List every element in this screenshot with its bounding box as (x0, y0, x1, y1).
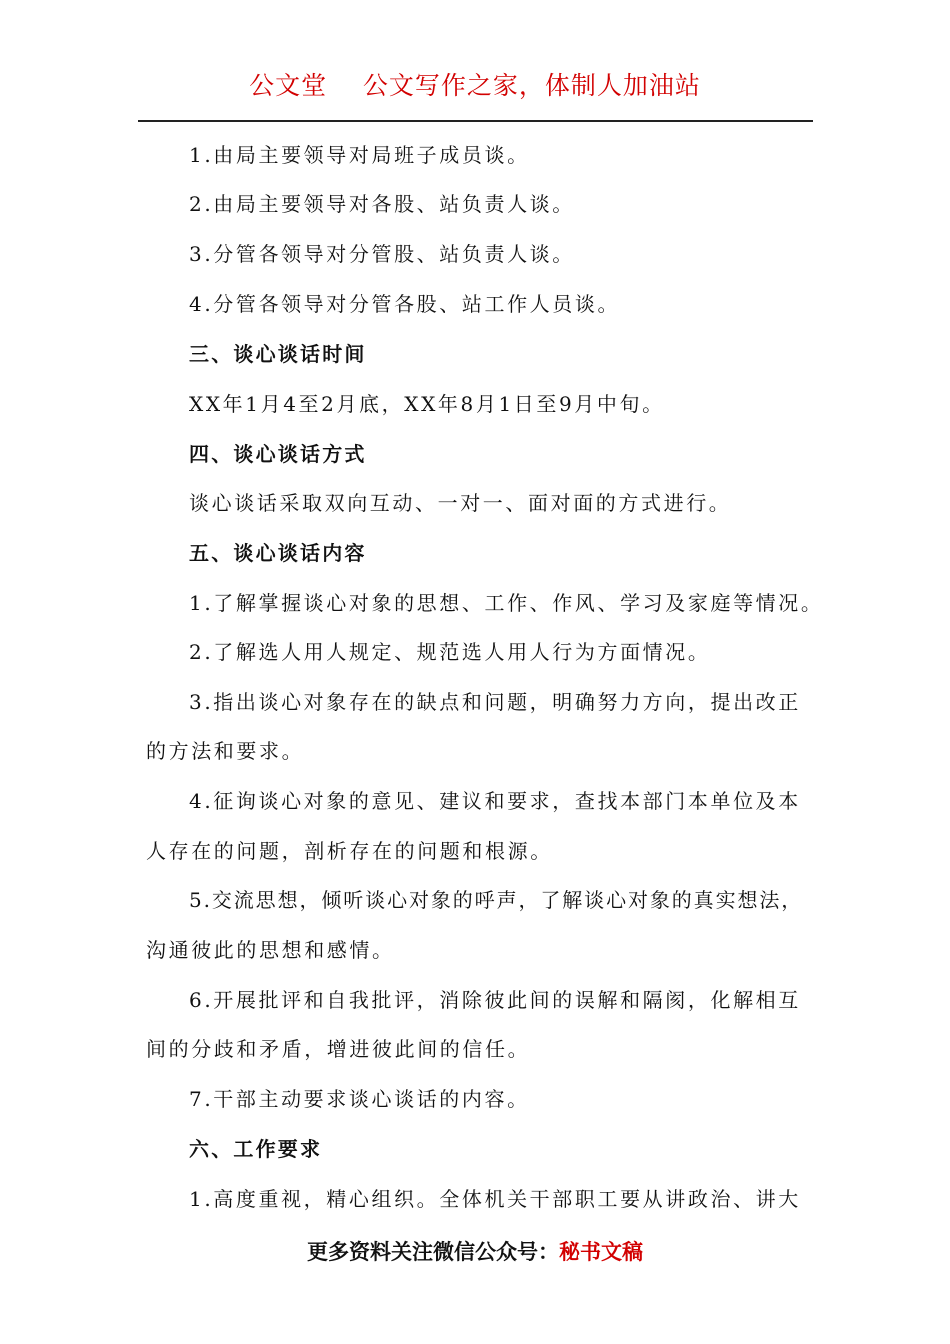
requirement-item-1: 1.高度重视，精心组织。全体机关干部职工要从讲政治、讲大 (189, 1187, 801, 1211)
footer-note (0, 1236, 950, 1268)
paragraph-item-3: 3.分管各领导对分管股、站负责人谈。 (189, 242, 575, 266)
section-heading-6: 六、工作要求 (189, 1137, 323, 1161)
section-heading-4: 四、谈心谈话方式 (189, 442, 367, 466)
paragraph-time: XX年1月4至2月底，XX年8月1日至9月中旬。 (189, 392, 665, 416)
header-title: 公文堂 公文写作之家，体制人加油站 (249, 71, 701, 100)
footer-prefix: 更多资料关注微信公众号： (307, 1240, 559, 1264)
content-item-6-line-2: 间的分歧和矛盾，增进彼此间的信任。 (146, 1037, 531, 1061)
content-item-3-line-1: 3.指出谈心对象存在的缺点和问题，明确努力方向，提出改正 (189, 690, 801, 714)
content-item-3-line-2: 的方法和要求。 (146, 739, 305, 763)
content-item-5-line-2: 沟通彼此的思想和感情。 (146, 938, 395, 962)
section-heading-3: 三、谈心谈话时间 (189, 342, 367, 366)
paragraph-item-1: 1.由局主要领导对局班子成员谈。 (189, 143, 530, 167)
paragraph-item-4: 4.分管各领导对分管各股、站工作人员谈。 (189, 292, 621, 316)
content-item-2: 2.了解选人用人规定、规范选人用人行为方面情况。 (189, 640, 711, 664)
content-item-6-line-1: 6.开展批评和自我批评，消除彼此间的误解和隔阂，化解相互 (189, 988, 801, 1012)
content-item-4-line-1: 4.征询谈心对象的意见、建议和要求，查找本部门本单位及本 (189, 789, 801, 813)
content-item-7: 7.干部主动要求谈心谈话的内容。 (189, 1087, 530, 1111)
content-item-4-line-2: 人存在的问题，剖析存在的问题和根源。 (146, 839, 553, 863)
paragraph-method: 谈心谈话采取双向互动、一对一、面对面的方式进行。 (189, 491, 732, 515)
section-heading-5: 五、谈心谈话内容 (189, 541, 367, 565)
header-divider (138, 120, 813, 122)
content-item-1: 1.了解掌握谈心对象的思想、工作、作风、学习及家庭等情况。 (189, 591, 824, 615)
footer-account-name: 秘书文稿 (559, 1240, 643, 1264)
paragraph-item-2: 2.由局主要领导对各股、站负责人谈。 (189, 192, 575, 216)
content-item-5-line-1: 5.交流思想，倾听谈心对象的呼声，了解谈心对象的真实想法， (189, 888, 804, 912)
